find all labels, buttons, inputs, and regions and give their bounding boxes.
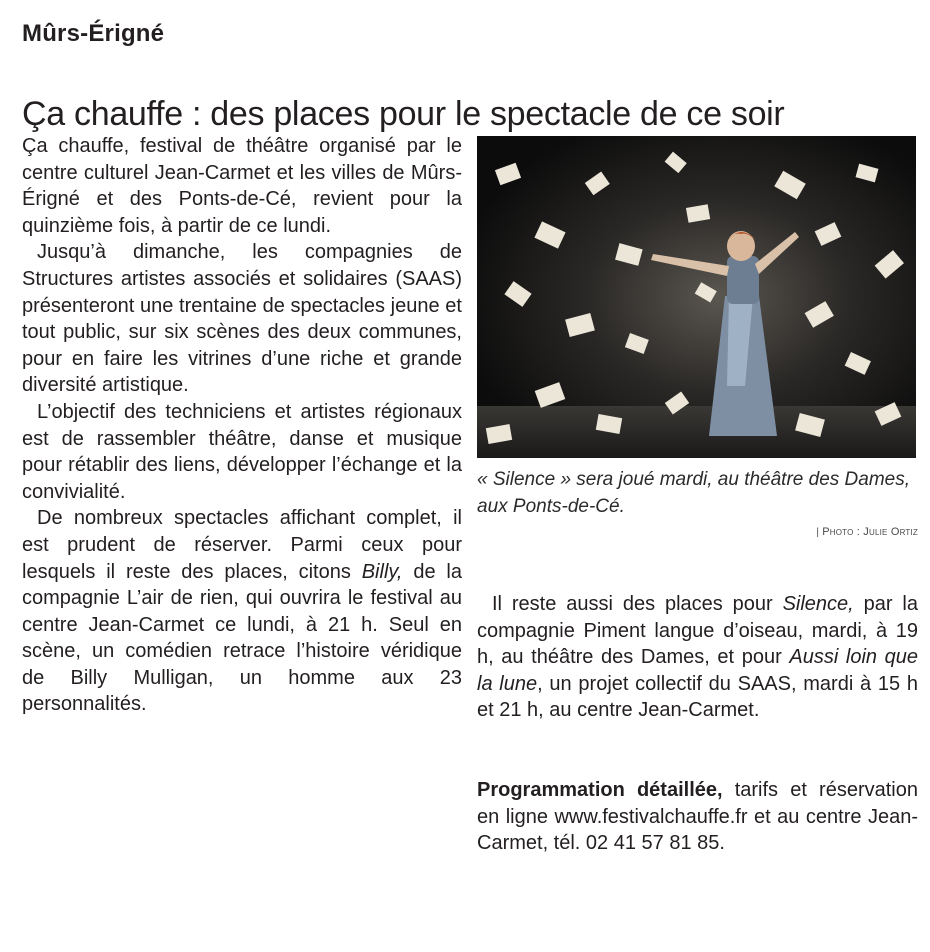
programme-text: tarifs et réservation en ligne www.festivalchauffe.fr et au centre Jean-Carmet, tél. 02 41 57 81 85. <box>477 779 918 855</box>
stage-photo <box>477 136 916 458</box>
silence-show-title: Silence, <box>782 593 854 615</box>
silence-text-a: Il reste aussi des places pour <box>492 593 783 615</box>
right-column-bottom <box>477 777 918 857</box>
right-column-top <box>477 591 918 724</box>
article-headline: Ça chauffe : des places pour le spectacle de ce soir <box>22 94 785 133</box>
article-kicker: Mûrs-Érigné <box>22 20 165 47</box>
paragraph-programme <box>477 777 918 857</box>
photo-caption: « Silence » sera joué mardi, au théâtre des Dames, aux Ponts-de-Cé. <box>477 469 911 517</box>
paragraph-intro: Ça chauffe, festival de théâtre organisé par le centre culturel Jean-Carmet et les villes de Mûrs-Érigné et des Ponts-de-Cé, revient pour la quinzième fois, à partir de ce lundi. <box>22 135 462 237</box>
billy-show-title: Billy, <box>361 560 403 583</box>
paragraph-objective: L’objectif des techniciens et artistes régionaux est de rassembler théâtre, danse et musique pour rétablir des liens, développer l’échange et la convivialité. <box>22 400 462 503</box>
article <box>22 0 918 952</box>
credit-prefix: | <box>816 527 823 538</box>
lune-show-title: Aussi loin que la lune <box>477 646 918 695</box>
billy-text-a: De nombreux spectacles affichant complet, il est prudent de réserver. Parmi ceux pour lesquels il reste des places, citons <box>22 507 462 583</box>
silence-text-c: , un projet collectif du SAAS, mardi à 15 h et 21 h, au centre Jean-Carmet. <box>477 672 918 722</box>
silence-text-b: par la compagnie Piment langue d’oiseau, mardi, à 19 h, au théâtre des Dames, et pour <box>477 593 918 669</box>
paragraph-companies: Jusqu’à dimanche, les compagnies de Structures artistes associés et solidaires (SAAS) présenteront une trentaine de spectacles jeune et tout public, sur six scènes des deux communes, pour en faire les vitrines d’une riche et grande diversité artistique. <box>22 241 462 397</box>
article-figure <box>477 136 918 538</box>
paragraph-billy <box>22 505 462 718</box>
left-column <box>22 133 462 718</box>
paragraph-silence <box>477 591 918 724</box>
credit-text: Photo : Julie Ortiz <box>822 526 918 538</box>
programme-lead: Programmation détaillée, <box>477 779 723 801</box>
photo-credit <box>477 526 918 538</box>
billy-text-b: de la compagnie L’air de rien, qui ouvrira le festival au centre Jean-Carmet ce lundi, à 21 h. Seul en scène, un comédien retrace l’histoire véridique de Billy Mulligan, un homme aux 23 personnalités. <box>22 560 462 716</box>
